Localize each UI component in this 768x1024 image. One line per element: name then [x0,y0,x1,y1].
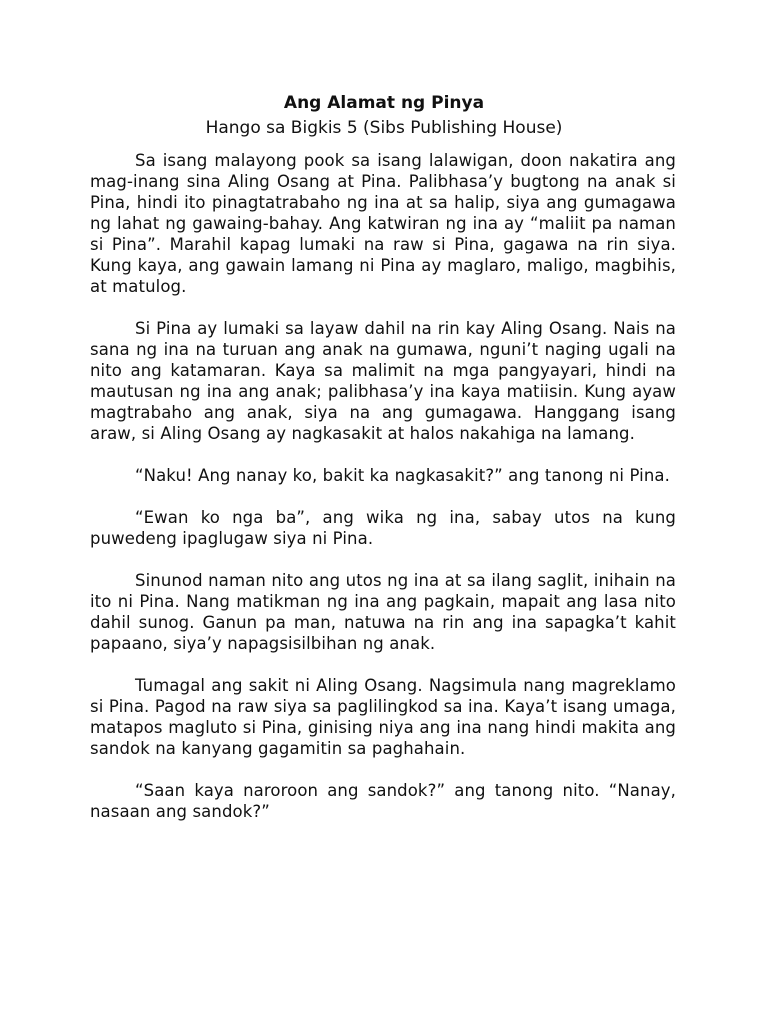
paragraph: “Ewan ko nga ba”, ang wika ng ina, sabay utos na kung puwedeng ipaglugaw siya ni Pina. [90,508,676,548]
document-subtitle: Hango sa Bigkis 5 (Sibs Publishing House) [205,118,563,138]
paragraph: Tumagal ang sakit ni Aling Osang. Nagsimula nang magreklamo si Pina. Pagod na raw siya sa paglilingkod sa ina. Kaya’t isang umaga, matapos magluto si Pina, ginising niya ang ina nang hindi makita ang sandok na kanyang gagamitin sa paghahain. [90,676,676,758]
document-title: Ang Alamat ng Pinya [283,93,485,113]
paragraph: Sa isang malayong pook sa isang lalawigan, doon nakatira ang mag-inang sina Aling Osang at Pina. Palibhasa’y bugtong na anak si Pina, hindi ito pinagtatrabaho ng ina at sa halip, siya ang gumagawa ng lahat ng gawaing-bahay. Ang katwiran ng ina ay “maliit pa naman si Pina”. Marahil kapag lumaki na raw si Pina, gagawa na rin siya. Kung kaya, ang gawain lamang ni Pina ay maglaro, maligo, magbihis, at matulog. [90,151,676,296]
paragraph: Si Pina ay lumaki sa layaw dahil na rin kay Aling Osang. Nais na sana ng ina na turuan ang anak na gumawa, nguni’t naging ugali na nito ang katamaran. Kaya sa malimit na mga pangyayari, hindi na mautusan ng ina ang anak; palibhasa’y ina kaya matiisin. Kung ayaw magtrabaho ang anak, siya na ang gumagawa. Hanggang isang araw, si Aling Osang ay nagkasakit at halos nakahiga na lamang. [90,319,676,443]
paragraph: “Naku! Ang nanay ko, bakit ka nagkasakit?” ang tanong ni Pina. [135,466,670,485]
paragraph: Sinunod naman nito ang utos ng ina at sa ilang saglit, inihain na ito ni Pina. Nang matikman ng ina ang pagkain, mapait ang lasa nito dahil sunog. Ganun pa man, natuwa na rin ang ina sapagka’t kahit papaano, siya’y napagsisilbihan ng anak. [90,571,676,653]
paragraph: “Saan kaya naroroon ang sandok?” ang tanong nito. “Nanay, nasaan ang sandok?” [90,781,676,821]
document-body [90,150,676,843]
